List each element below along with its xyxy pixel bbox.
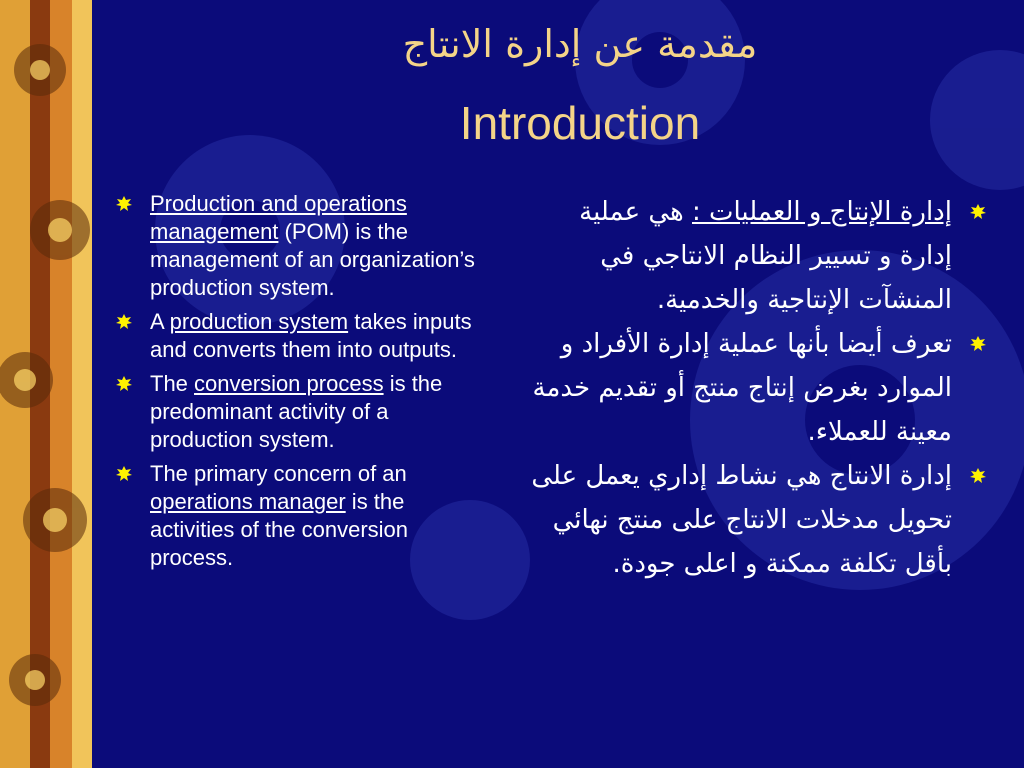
gear-bullet-icon <box>970 468 986 484</box>
bullet-text: هي عملية إدارة و تسيير النظام الانتاجي في المنشآت الإنتاجية والخدمية. <box>579 197 952 315</box>
gear-bullet-icon <box>970 336 986 352</box>
arabic-bullet-item <box>520 190 990 322</box>
bullet-term: Production and operations management <box>150 191 407 244</box>
english-bullet-item <box>112 460 492 572</box>
slide-title-english: Introduction <box>459 97 701 149</box>
left-decorative-strip <box>0 0 92 768</box>
bullet-term: conversion process <box>194 371 384 396</box>
gear-bullet-icon <box>116 376 132 392</box>
bullet-text: takes inputs and converts them into outputs. <box>150 309 472 362</box>
arabic-bullet-item <box>520 322 990 454</box>
bullet-prefix: The <box>150 371 195 396</box>
arabic-bullet-list <box>520 190 990 586</box>
arabic-bullet-item <box>520 454 990 586</box>
bullet-text: is the activities of the conversion process. <box>150 489 409 570</box>
english-bullet-item <box>112 190 492 302</box>
bullet-term: production system <box>169 309 349 334</box>
gear-bullet-icon <box>970 204 986 220</box>
bullet-term: إدارة الإنتاج و العمليات : <box>692 197 952 227</box>
bullet-term: operations manager <box>150 489 346 514</box>
gear-bullet-icon <box>116 314 132 330</box>
bullet-text: إدارة الانتاج هي نشاط إداري يعمل على تحويل مدخلات الانتاج على منتج نهائي بأقل تكلفة ممكنة و اعلى جودة. <box>531 461 952 579</box>
bullet-text: (POM) is the management of an organization’s production system. <box>150 219 475 300</box>
bullet-prefix: A <box>150 309 170 334</box>
gear-bullet-icon <box>116 466 132 482</box>
gear-bullet-icon <box>116 196 132 212</box>
slide-title-arabic: مقدمة عن إدارة الانتاج <box>402 22 758 66</box>
bullet-text: تعرف أيضا بأنها عملية إدارة الأفراد و الموارد بغرض إنتاج منتج أو تقديم خدمة معينة للعملاء. <box>532 329 952 447</box>
english-bullet-item <box>112 370 492 454</box>
bullet-text: is the predominant activity of a production system. <box>150 371 443 452</box>
english-bullet-item <box>112 308 492 364</box>
english-bullet-list <box>112 190 492 578</box>
bullet-prefix: The primary concern of an <box>150 461 407 486</box>
